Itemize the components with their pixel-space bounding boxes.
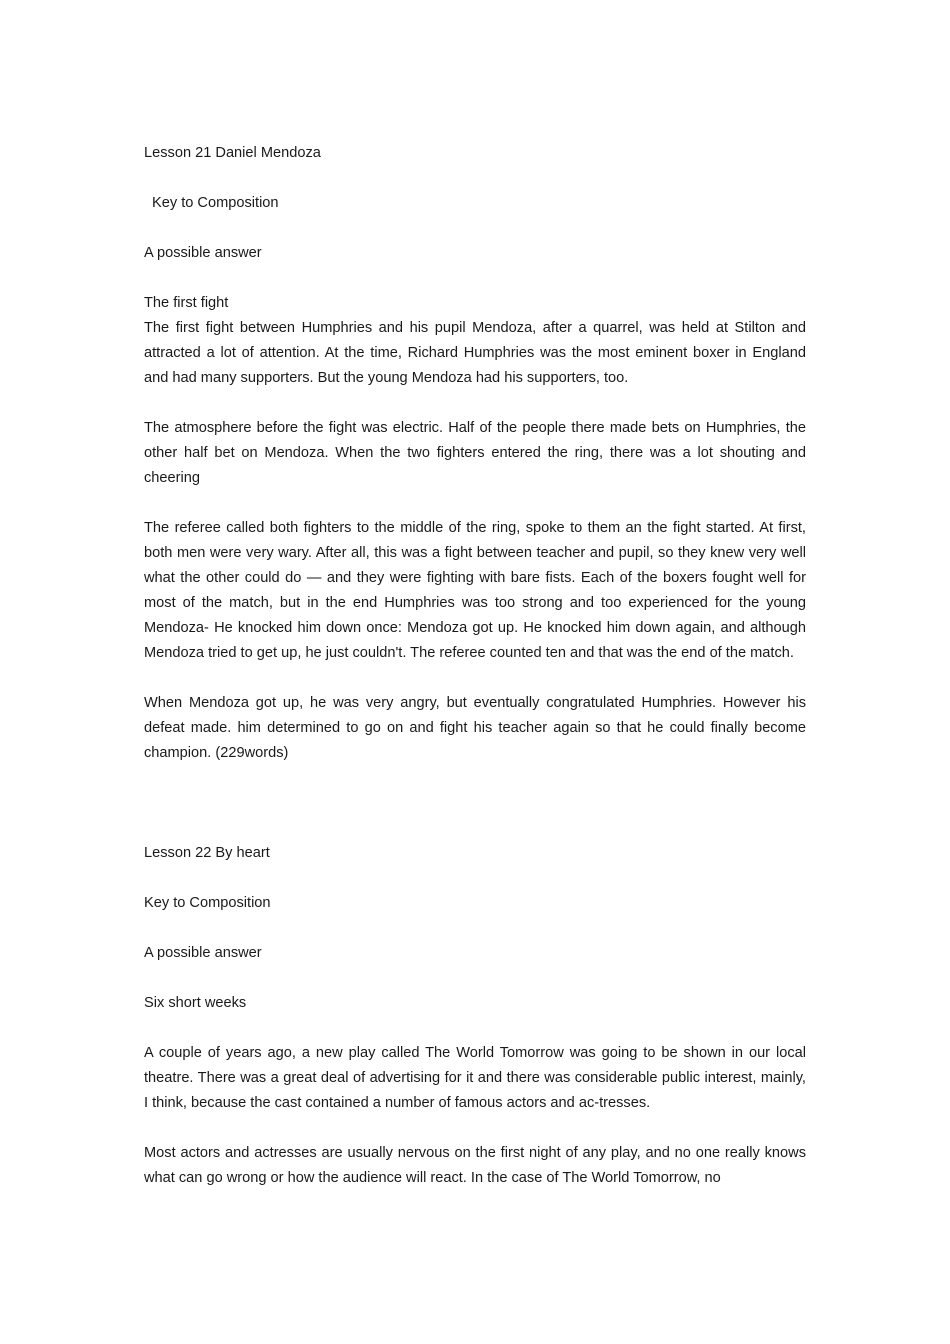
lesson-22-paragraph-2: Most actors and actresses are usually nervous on the first night of any play, and no one really knows what can go wrong or how the audience will react. In the case of The World Tomorrow, no	[144, 1145, 806, 1186]
lesson-21-title: Lesson 21 Daniel Mendoza	[144, 145, 321, 161]
lesson-22-paragraph-1: A couple of years ago, a new play called The World Tomorrow was going to be shown in our local theatre. There was a great deal of advertising for it and there was considerable public interest, mainly, I think, because the cast contained a number of famous actors and ac-tresses.	[144, 1045, 806, 1111]
lesson-21-paragraph-3: The referee called both fighters to the middle of the ring, spoke to them an the fight started. At first, both men were very wary. After all, this was a fight between teacher and pupil, so they knew very well what the other could do — and they were fighting with bare fists. Each of the boxers fought well for most of the match, but in the end Humphries was too strong and too experienced for the young Mendoza- He knocked him down once: Mendoza got up. He knocked him down again, and although Mendoza tried to get up, he just couldn't. The referee counted ten and that was the end of the match.	[144, 520, 806, 661]
lesson-21-paragraph-2: The atmosphere before the fight was electric. Half of the people there made bets on Humphries, the other half bet on Mendoza. When the two fighters entered the ring, there was a lot shouting and cheering	[144, 420, 806, 486]
lesson-22-composition-title: Six short weeks	[144, 995, 247, 1011]
lesson-21-possible-answer: A possible answer	[144, 245, 262, 261]
lesson-21-composition-title: The first fight	[144, 295, 229, 311]
lesson-22-key-heading: Key to Composition	[144, 895, 271, 911]
lesson-21-key-heading: Key to Composition	[152, 195, 279, 211]
lesson-21-paragraph-1: The first fight between Humphries and his pupil Mendoza, after a quarrel, was held at Stilton and attracted a lot of attention. At the time, Richard Humphries was the most eminent boxer in England and had many supporters. But the young Mendoza had his supporters, too.	[144, 320, 806, 386]
lesson-21-paragraph-4: When Mendoza got up, he was very angry, but eventually congratulated Humphries. However his defeat made. him determined to go on and fight his teacher again so that he could finally become champion. (229words)	[144, 695, 806, 761]
document-page	[144, 141, 806, 1191]
lesson-22-possible-answer: A possible answer	[144, 945, 262, 961]
lesson-22-title: Lesson 22 By heart	[144, 845, 270, 861]
